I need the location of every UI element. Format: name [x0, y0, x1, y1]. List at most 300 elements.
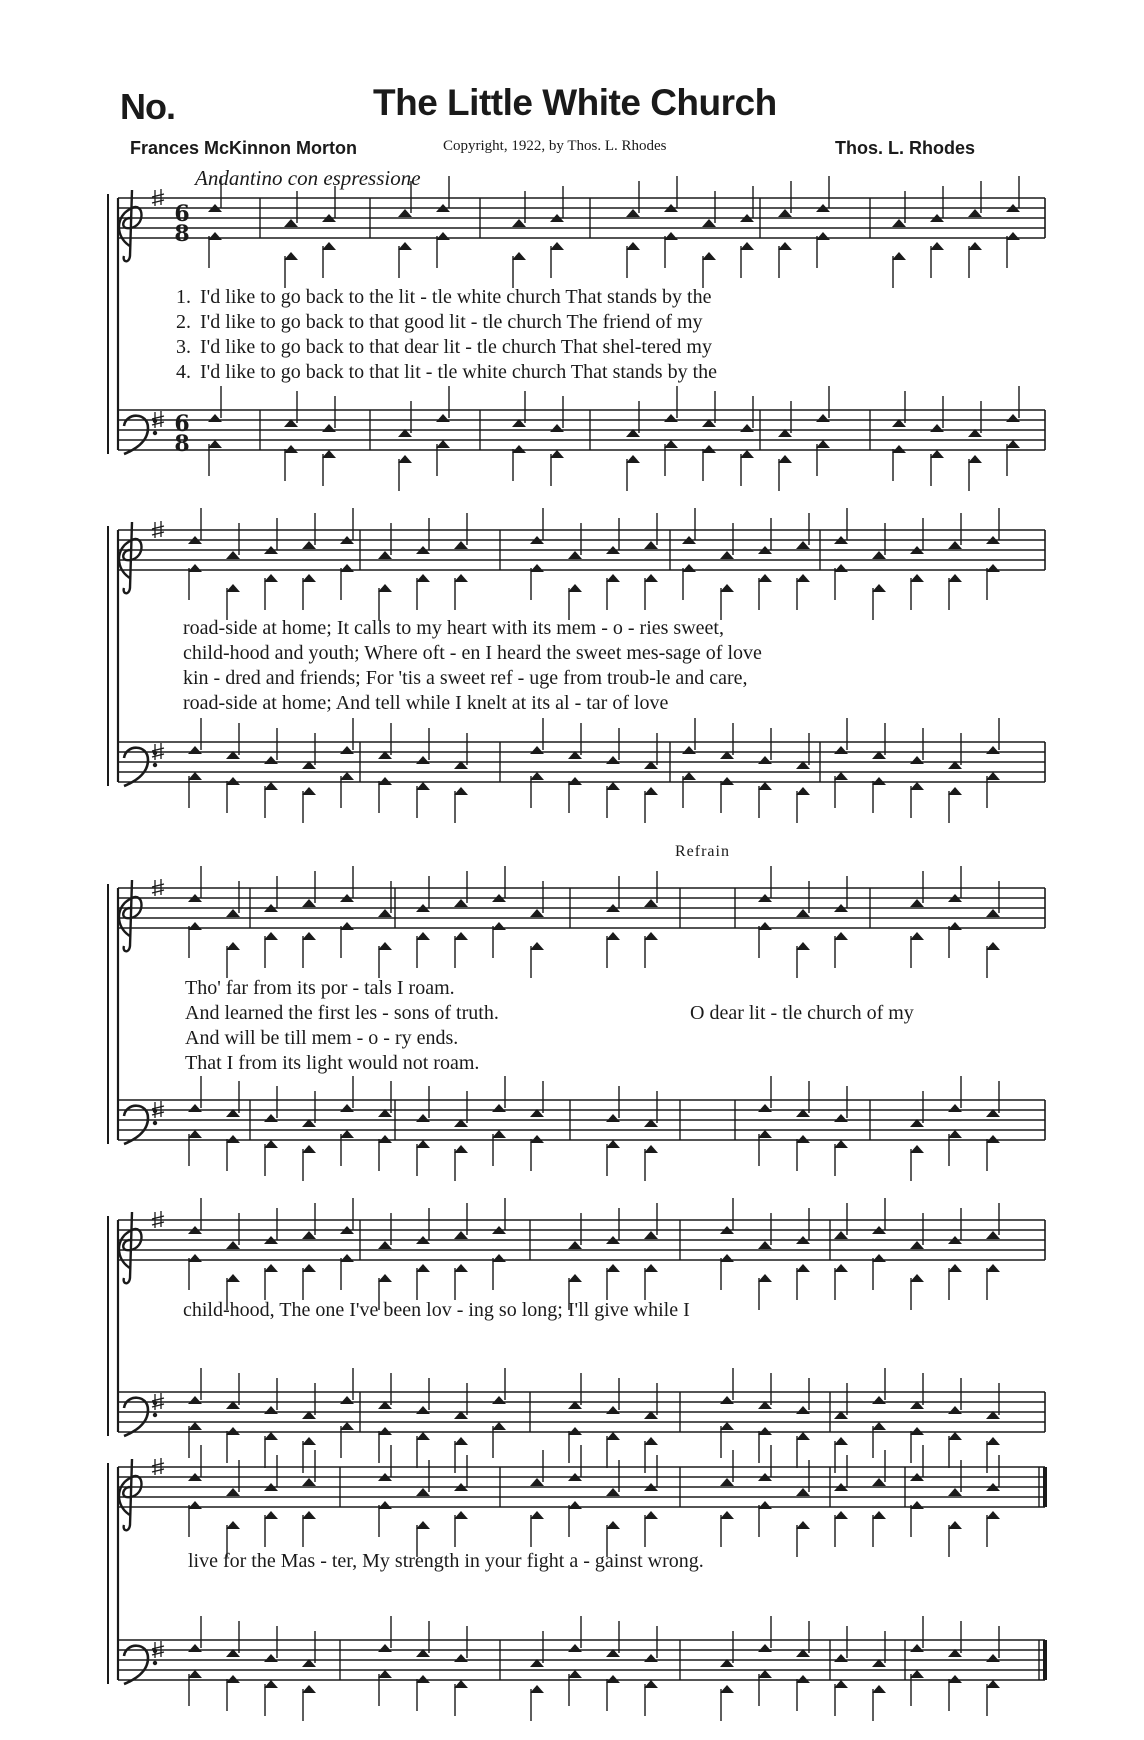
bass-tenor-note [720, 1396, 734, 1404]
treble-alto-note [968, 242, 982, 250]
bass-tenor-note [834, 746, 848, 754]
bass-note [986, 1680, 1000, 1688]
treble-alto-note [644, 932, 658, 940]
bass-note [454, 787, 468, 795]
treble-alto-note [302, 1511, 316, 1519]
bass-note [606, 1140, 620, 1148]
treble-note [226, 909, 240, 917]
treble-alto-note [492, 922, 506, 930]
treble-alto-note [834, 1511, 848, 1519]
bass-note [226, 1427, 240, 1435]
treble-alto-note [416, 1264, 430, 1272]
bass-tenor-note [910, 1644, 924, 1652]
bass-note [568, 1427, 582, 1435]
treble-alto-note [264, 932, 278, 940]
bass-tenor-note [264, 1654, 278, 1662]
bass-note [416, 1675, 430, 1683]
bass-tenor-note [340, 1396, 354, 1404]
treble-alto-note [948, 574, 962, 582]
treble-alto-note [322, 242, 336, 250]
bass-clef-icon [124, 1646, 148, 1684]
treble-note [910, 1241, 924, 1249]
lyric-line: child-hood, The one I've been lov - ing so long; I'll give while I [183, 1299, 690, 1321]
bass-tenor-note [340, 746, 354, 754]
bass-note [834, 1680, 848, 1688]
hymn-number-label: No. [120, 86, 175, 127]
bass-note [872, 777, 886, 785]
treble-alto-note [606, 1521, 620, 1529]
bass-tenor-note [436, 414, 450, 422]
treble-alto-note [340, 922, 354, 930]
bass-note [910, 1670, 924, 1678]
bass-note [416, 782, 430, 790]
bass-note [284, 445, 298, 453]
treble-note [796, 1488, 810, 1496]
bass-tenor-note [530, 746, 544, 754]
hymn-title: The Little White Church [373, 82, 777, 123]
treble-alto-note [986, 1511, 1000, 1519]
treble-alto-note [606, 1264, 620, 1272]
bass-note [436, 440, 450, 448]
bass-note [720, 1422, 734, 1430]
bass-note [550, 450, 564, 458]
bass-note [378, 1135, 392, 1143]
treble-alto-note [378, 942, 392, 950]
bass-note [816, 440, 830, 448]
treble-note [530, 909, 544, 917]
bass-note [302, 787, 316, 795]
bass-note [398, 455, 412, 463]
treble-alto-note [568, 584, 582, 592]
lyric-line: Tho' far from its por - tals I roam. [185, 977, 455, 999]
treble-alto-note [626, 242, 640, 250]
bass-tenor-note [758, 756, 772, 764]
bass-tenor-note [910, 756, 924, 764]
treble-note [778, 209, 792, 217]
treble-alto-note [758, 1501, 772, 1509]
treble-note [530, 1478, 544, 1486]
treble-alto-note [986, 564, 1000, 572]
treble-note [302, 1231, 316, 1239]
bass-note [188, 1130, 202, 1138]
bass-note [302, 1685, 316, 1693]
bass-note [910, 782, 924, 790]
bass-note [758, 782, 772, 790]
treble-alto-note [796, 1264, 810, 1272]
bass-tenor-note [872, 1396, 886, 1404]
treble-note [606, 1488, 620, 1496]
verse-number: 4. [176, 361, 191, 383]
bass-note [188, 772, 202, 780]
treble-note [226, 1241, 240, 1249]
bass-tenor-note [948, 1104, 962, 1112]
treble-alto-note [530, 564, 544, 572]
bass-note [796, 1135, 810, 1143]
treble-alto-note [454, 1264, 468, 1272]
bass-note [264, 782, 278, 790]
treble-note [454, 899, 468, 907]
bass-note [910, 1145, 924, 1153]
treble-note [454, 541, 468, 549]
treble-note [512, 219, 526, 227]
bass-tenor-note [758, 1104, 772, 1112]
time-signature-digit: 6 [174, 411, 190, 437]
treble-alto-note [340, 564, 354, 572]
bass-note [340, 1130, 354, 1138]
treble-note [378, 551, 392, 559]
bass-note [568, 1670, 582, 1678]
lyric-line: And will be till mem - o - ry ends. [185, 1027, 459, 1049]
bass-note [644, 1680, 658, 1688]
treble-alto-note [816, 232, 830, 240]
treble-alto-note [872, 1254, 886, 1262]
bass-note [530, 1685, 544, 1693]
bass-note [416, 1432, 430, 1440]
treble-note [226, 1488, 240, 1496]
treble-note [626, 209, 640, 217]
treble-alto-note [188, 922, 202, 930]
treble-alto-note [264, 574, 278, 582]
treble-note [644, 541, 658, 549]
treble-alto-note [910, 1501, 924, 1509]
treble-alto-note [948, 922, 962, 930]
treble-alto-note [226, 584, 240, 592]
bass-clef-icon [124, 416, 148, 454]
bass-tenor-note [188, 1104, 202, 1112]
bass-tenor-note [492, 1104, 506, 1112]
treble-note [758, 1241, 772, 1249]
treble-alto-note [910, 1274, 924, 1282]
bass-note [378, 1427, 392, 1435]
bass-note [340, 1422, 354, 1430]
treble-note [416, 1488, 430, 1496]
bass-tenor-note [264, 756, 278, 764]
bass-note [834, 1140, 848, 1148]
treble-alto-note [720, 1511, 734, 1519]
treble-alto-note [398, 242, 412, 250]
bass-tenor-note [834, 1114, 848, 1122]
bass-note [568, 777, 582, 785]
lyric-line: kin - dred and friends; For 'tis a sweet ref - uge from troub-le and care, [183, 667, 748, 689]
treble-alto-note [188, 1501, 202, 1509]
bass-note [512, 445, 526, 453]
treble-note [720, 1478, 734, 1486]
bass-note [208, 440, 222, 448]
treble-alto-note [986, 942, 1000, 950]
lyric-line: road-side at home; And tell while I knelt at its al - tar of love [183, 692, 669, 714]
bass-clef-dot [153, 1661, 157, 1665]
verse-number: 3. [176, 336, 191, 358]
treble-alto-note [664, 232, 678, 240]
treble-note [910, 899, 924, 907]
lyric-line: I'd like to go back to that lit - tle white church That stands by the [200, 361, 718, 383]
treble-alto-note [930, 242, 944, 250]
verse-number: 1. [176, 286, 191, 308]
treble-alto-note [606, 574, 620, 582]
bass-note [644, 1145, 658, 1153]
treble-note [796, 909, 810, 917]
treble-alto-note [948, 1264, 962, 1272]
bass-tenor-note [986, 746, 1000, 754]
bass-note [378, 1670, 392, 1678]
treble-clef-icon [119, 1459, 142, 1530]
treble-alto-note [740, 242, 754, 250]
bass-tenor-note [322, 424, 336, 432]
treble-alto-note [758, 1274, 772, 1282]
treble-alto-note [778, 242, 792, 250]
verse-number: 2. [176, 311, 191, 333]
treble-note [702, 219, 716, 227]
lyric-line: That I from its light would not roam. [185, 1052, 480, 1074]
time-signature-digit: 6 [174, 201, 190, 227]
lyric-line: road-side at home; It calls to my heart with its mem - o - ries sweet, [183, 617, 724, 639]
bass-tenor-note [340, 1104, 354, 1112]
treble-note [454, 1231, 468, 1239]
bass-tenor-note [378, 1644, 392, 1652]
bass-tenor-note [188, 746, 202, 754]
treble-alto-note [378, 1274, 392, 1282]
treble-alto-note [512, 252, 526, 260]
bass-note [948, 1130, 962, 1138]
bass-note [530, 1135, 544, 1143]
bass-note [796, 1432, 810, 1440]
bass-note [720, 1685, 734, 1693]
treble-alto-note [188, 1254, 202, 1262]
bass-note [986, 1437, 1000, 1445]
bass-note [910, 1427, 924, 1435]
time-signature-digit: 8 [174, 431, 190, 457]
treble-alto-note [796, 1521, 810, 1529]
bass-note [530, 772, 544, 780]
bass-tenor-note [188, 1396, 202, 1404]
bass-note [264, 1140, 278, 1148]
treble-note [398, 209, 412, 217]
bass-note [720, 777, 734, 785]
treble-alto-note [644, 574, 658, 582]
treble-note [796, 541, 810, 549]
treble-clef-icon [119, 190, 142, 261]
treble-note [302, 1478, 316, 1486]
composer-credit: Thos. L. Rhodes [835, 138, 976, 158]
treble-alto-note [796, 574, 810, 582]
treble-alto-note [910, 574, 924, 582]
lyric-line: I'd like to go back to the lit - tle white church That stands by the [200, 286, 712, 308]
bass-note [492, 1130, 506, 1138]
treble-note [568, 551, 582, 559]
treble-alto-note [378, 584, 392, 592]
bass-clef-dot [153, 431, 157, 435]
lyric-line: live for the Mas - ter, My strength in your fight a - gainst wrong. [188, 1550, 704, 1572]
bass-note [968, 455, 982, 463]
treble-alto-note [302, 1264, 316, 1272]
bass-tenor-note [1006, 414, 1020, 422]
bass-note [644, 1437, 658, 1445]
treble-note [302, 541, 316, 549]
treble-note [872, 1478, 886, 1486]
bass-note [834, 1437, 848, 1445]
treble-alto-note [226, 1521, 240, 1529]
bass-tenor-note [644, 1654, 658, 1662]
bass-tenor-note [606, 1406, 620, 1414]
treble-alto-note [834, 564, 848, 572]
treble-note [378, 1241, 392, 1249]
lyric-line: I'd like to go back to that dear lit - tle church That shel-tered my [200, 336, 712, 358]
bass-clef-dot [153, 1413, 157, 1417]
bass-tenor-note [416, 1114, 430, 1122]
bass-note [930, 450, 944, 458]
treble-note [986, 909, 1000, 917]
treble-alto-note [606, 932, 620, 940]
bass-tenor-note [264, 1114, 278, 1122]
bass-note [626, 455, 640, 463]
treble-alto-note [530, 942, 544, 950]
treble-note [948, 541, 962, 549]
treble-clef-icon [119, 1212, 142, 1283]
treble-alto-note [302, 574, 316, 582]
bass-tenor-note [682, 746, 696, 754]
bass-note [682, 772, 696, 780]
treble-note [644, 899, 658, 907]
bass-note [1006, 440, 1020, 448]
treble-alto-note [910, 932, 924, 940]
bass-tenor-note [454, 1654, 468, 1662]
bass-note [226, 1675, 240, 1683]
treble-alto-note [644, 1511, 658, 1519]
bass-tenor-note [550, 424, 564, 432]
bass-clef-icon [124, 748, 148, 786]
bass-tenor-note [930, 424, 944, 432]
bass-note [758, 1130, 772, 1138]
bass-note [758, 1427, 772, 1435]
treble-alto-note [264, 1511, 278, 1519]
treble-alto-note [834, 1264, 848, 1272]
bass-note [322, 450, 336, 458]
bass-clef-icon [124, 1398, 148, 1436]
bass-tenor-note [740, 424, 754, 432]
bass-note [264, 1432, 278, 1440]
bass-clef-dot [153, 763, 157, 767]
treble-note [284, 219, 298, 227]
treble-alto-note [796, 942, 810, 950]
bass-clef-icon [124, 1106, 148, 1144]
bass-note [416, 1140, 430, 1148]
treble-alto-note [568, 1274, 582, 1282]
treble-alto-note [264, 1264, 278, 1272]
bass-note [948, 1675, 962, 1683]
bass-note [986, 772, 1000, 780]
treble-alto-note [550, 242, 564, 250]
treble-alto-note [834, 932, 848, 940]
treble-alto-note [720, 584, 734, 592]
treble-note [892, 219, 906, 227]
bass-note [606, 782, 620, 790]
treble-note [302, 899, 316, 907]
bass-tenor-note [986, 1654, 1000, 1662]
bass-note [740, 450, 754, 458]
treble-alto-note [302, 932, 316, 940]
treble-alto-note [208, 232, 222, 240]
treble-alto-note [416, 574, 430, 582]
bass-tenor-note [264, 1406, 278, 1414]
treble-alto-note [720, 1254, 734, 1262]
treble-alto-note [284, 252, 298, 260]
treble-alto-note [454, 574, 468, 582]
bass-tenor-note [758, 1644, 772, 1652]
time-signature-digit: 8 [174, 221, 190, 247]
treble-note [226, 551, 240, 559]
bass-note [264, 1680, 278, 1688]
bass-note [454, 1680, 468, 1688]
bass-note [948, 787, 962, 795]
bass-note [948, 1432, 962, 1440]
bass-note [986, 1135, 1000, 1143]
bass-note [492, 1422, 506, 1430]
treble-alto-note [530, 1511, 544, 1519]
bass-note [796, 1675, 810, 1683]
lyric-line: And learned the first les - sons of truth. [185, 1002, 499, 1024]
bass-tenor-note [796, 1406, 810, 1414]
bass-note [226, 777, 240, 785]
treble-alto-note [758, 574, 772, 582]
lyric-line: I'd like to go back to that good lit - tle church The friend of my [200, 311, 703, 333]
treble-alto-note [226, 942, 240, 950]
bass-note [834, 772, 848, 780]
bass-clef-dot [153, 1121, 157, 1125]
bass-note [340, 772, 354, 780]
refrain-lyric: O dear lit - tle church of my [690, 1002, 914, 1024]
treble-note [986, 1231, 1000, 1239]
bass-note [892, 445, 906, 453]
copyright-notice: Copyright, 1922, by Thos. L. Rhodes [443, 138, 667, 154]
bass-note [796, 787, 810, 795]
bass-note [702, 445, 716, 453]
bass-note [664, 440, 678, 448]
treble-alto-note [416, 1521, 430, 1529]
bass-note [378, 777, 392, 785]
treble-alto-note [892, 252, 906, 260]
treble-alto-note [226, 1274, 240, 1282]
bass-note [454, 1145, 468, 1153]
treble-alto-note [188, 564, 202, 572]
lyric-line: child-hood and youth; Where oft - en I heard the sweet mes-sage of love [183, 642, 762, 664]
bass-tenor-note [416, 756, 430, 764]
bass-note [188, 1670, 202, 1678]
treble-clef-icon [119, 880, 142, 951]
bass-tenor-note [816, 414, 830, 422]
bass-tenor-note [208, 414, 222, 422]
bass-note [302, 1145, 316, 1153]
treble-alto-note [454, 1511, 468, 1519]
bass-tenor-note [492, 1396, 506, 1404]
treble-alto-note [492, 1254, 506, 1262]
bass-tenor-note [606, 756, 620, 764]
treble-alto-note [872, 1511, 886, 1519]
treble-alto-note [872, 584, 886, 592]
treble-alto-note [644, 1264, 658, 1272]
treble-alto-note [1006, 232, 1020, 240]
treble-alto-note [340, 1254, 354, 1262]
treble-alto-note [702, 252, 716, 260]
treble-note [378, 909, 392, 917]
treble-alto-note [758, 922, 772, 930]
author-credit: Frances McKinnon Morton [130, 138, 358, 158]
treble-clef-icon [119, 522, 142, 593]
treble-note [720, 551, 734, 559]
bass-tenor-note [834, 1654, 848, 1662]
bass-tenor-note [188, 1644, 202, 1652]
bass-note [302, 1437, 316, 1445]
treble-alto-note [682, 564, 696, 572]
